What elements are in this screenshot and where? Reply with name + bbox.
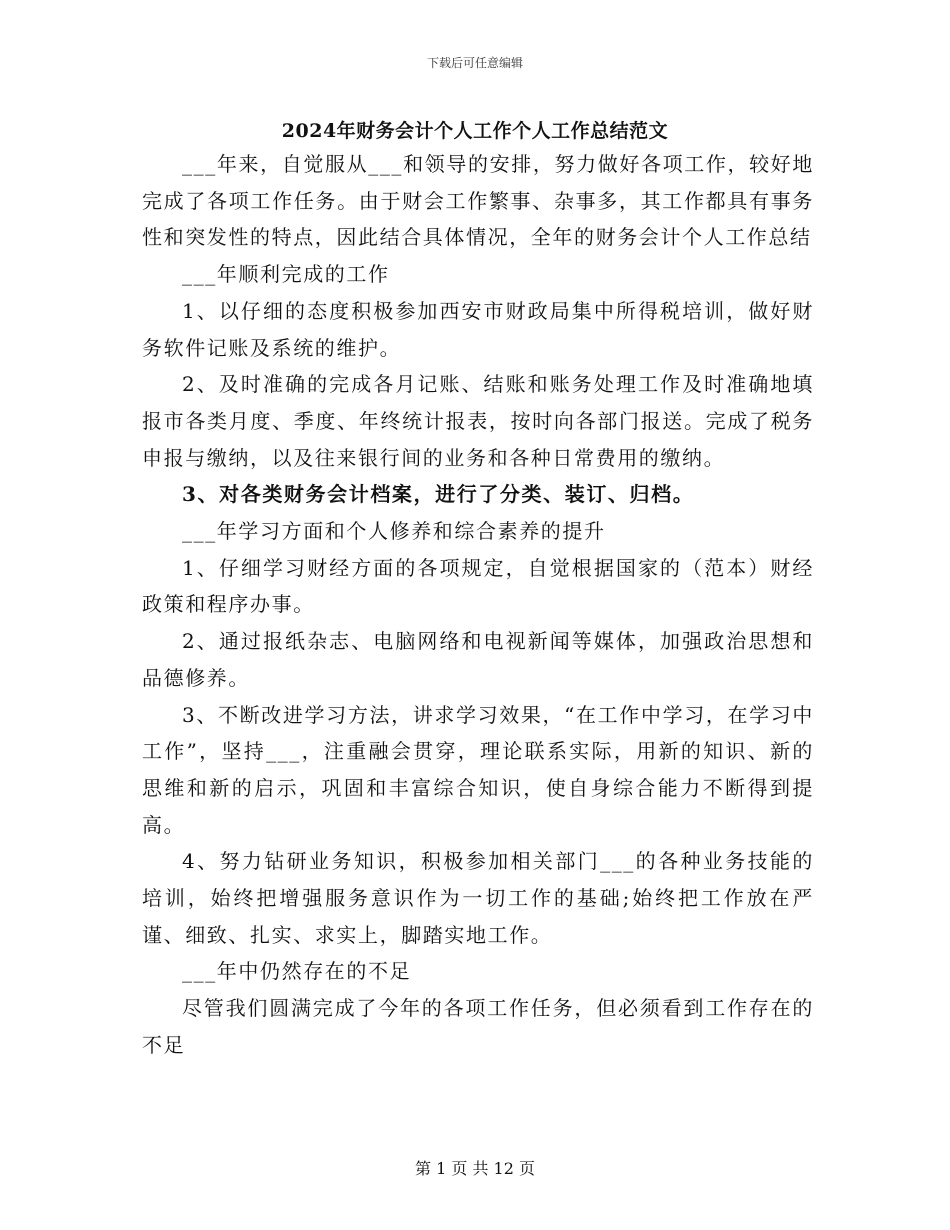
- section-heading-shortcomings: ___年中仍然存在的不足: [182, 959, 412, 984]
- paragraph-study-4: 4、努力钻研业务知识，积极参加相关部门___的各种业务技能的培训，始终把增强服务意识作为一切工作的基础;始终把工作放在严谨、细致、扎实、求实上，脚踏实地工作。: [142, 849, 814, 947]
- document-title: 2024年财务会计个人工作个人工作总结范文: [281, 120, 669, 142]
- document-body: [142, 146, 814, 1064]
- paragraph-item-2: 2、及时准确的完成各月记账、结账和账务处理工作及时准确地填报市各类月度、季度、年终统计报表，按时向各部门报送。完成了税务申报与缴纳，以及往来银行间的业务和各种日常费用的缴纳。: [142, 372, 814, 470]
- paragraph-item-1: 1、以仔细的态度积极参加西安市财政局集中所得税培训，做好财务软件记账及系统的维护。: [142, 298, 814, 360]
- paragraph-intro: ___年来，自觉服从___和领导的安排，努力做好各项工作，较好地完成了各项工作任务。由于财会工作繁事、杂事多，其工作都具有事务性和突发性的特点，因此结合具体情况，全年的财务会计个人工作总结: [142, 152, 814, 250]
- paragraph-shortcomings: 尽管我们圆满完成了今年的各项工作任务，但必须看到工作存在的不足: [142, 996, 814, 1057]
- section-heading-study: ___年学习方面和个人修养和综合素养的提升: [182, 519, 606, 544]
- paragraph-study-2: 2、通过报纸杂志、电脑网络和电视新闻等媒体，加强政治思想和品德修养。: [142, 629, 814, 690]
- section-heading-completed-work: ___年顺利完成的工作: [182, 262, 390, 287]
- page-number: 第 1 页 共 12 页: [415, 1159, 535, 1178]
- paragraph-study-3: 3、不断改进学习方法，讲求学习效果，“在工作中学习，在学习中工作”，坚持___，注重融会贯穿，理论联系实际，用新的知识、新的思维和新的启示，巩固和丰富综合知识，使自身综合能力不断得到提高。: [142, 702, 814, 837]
- paragraph-study-1: 1、仔细学习财经方面的各项规定，自觉根据国家的（范本）财经政策和程序办事。: [142, 555, 814, 617]
- paragraph-item-3-bold: 3、对各类财务会计档案，进行了分类、装订、归档。: [182, 482, 695, 507]
- header-note: 下载后可任意编辑: [426, 56, 523, 70]
